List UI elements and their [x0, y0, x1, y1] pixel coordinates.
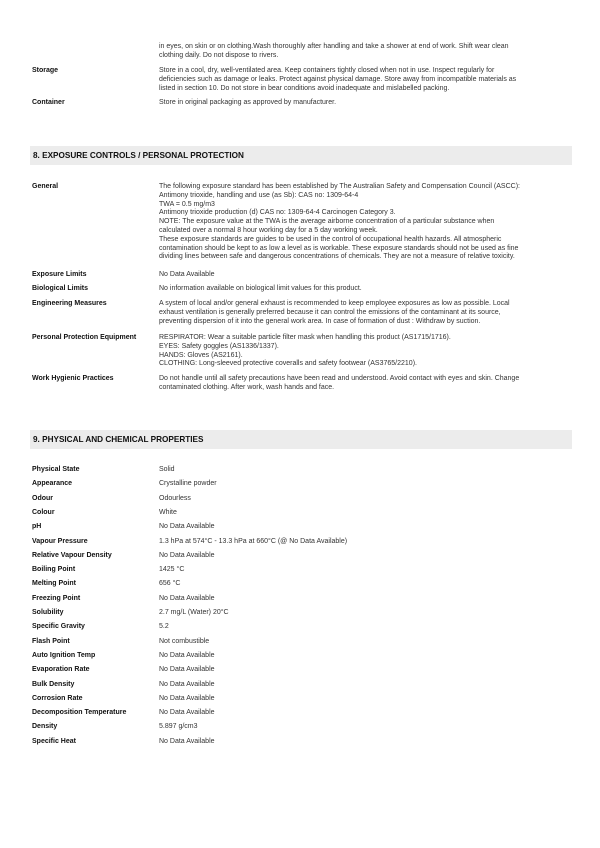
property-value: No Data Available [159, 523, 215, 531]
property-label: Colour [32, 508, 55, 516]
property-label: pH [32, 523, 42, 531]
property-value: 5.2 [159, 623, 169, 631]
property-label: Solubility [32, 609, 64, 616]
text-line: EYES: Safety goggles (AS1336/1337). [159, 342, 279, 350]
text-line: RESPIRATOR: Wear a suitable particle filter mask when handling this product (AS1715/1716). [159, 334, 451, 341]
property-value: Odourless [159, 494, 191, 502]
text-line: TWA = 0.5 mg/m3 [159, 200, 215, 208]
text-line: contamination should be kept to as low a level as is workable. These exposure standards should not be used as fine [159, 244, 519, 252]
text-line: dividing lines between safe and dangerous concentrations of chemicals. They are not a measure of relative toxicity. [159, 253, 515, 261]
property-value: No Data Available [159, 666, 215, 674]
storage-value [159, 67, 572, 93]
property-value: No Data Available [159, 651, 215, 659]
property-value: Solid [159, 466, 175, 473]
text-line: Store in a cool, dry, well-ventilated area. Keep containers tightly closed when not in use. Inspect regularly for [159, 67, 495, 74]
property-value: 2.7 mg/L (Water) 20°C [159, 609, 229, 616]
text-line: CLOTHING: Long-sleeved protective coveralls and safety footwear (AS3765/2210). [159, 360, 417, 368]
biological-limits-label: Biological Limits [32, 285, 89, 292]
text-line: preventing dispersion of it into the general work area. In case of formation of dust : Withdraw by suction. [159, 317, 481, 325]
continuation-text [159, 43, 572, 61]
property-label: Decomposition Temperature [32, 709, 127, 717]
text-line: contaminated clothing. After work, wash hands and face. [159, 383, 335, 391]
text-line: A system of local and/or general exhaust is recommended to keep employee exposures as low as possible. Local [159, 300, 510, 307]
work-hygienic-label: Work Hygienic Practices [32, 375, 114, 382]
text-line: calculated over a normal 8 hour working day for a 5 day working week. [159, 226, 378, 234]
property-label: Physical State [32, 466, 80, 473]
engineering-measures-value [159, 300, 572, 326]
property-label: Density [32, 723, 58, 731]
property-label: Evaporation Rate [32, 666, 90, 674]
property-value: White [159, 508, 177, 516]
text-line: deficiencies such as damage or leaks. Protect against physical damage. Store away from incompatible materials as [159, 75, 517, 83]
text-line: These exposure standards are guides to be used in the control of occupational health hazards. All atmospheric [159, 235, 502, 243]
property-value: 1.3 hPa at 574°C - 13.3 hPa at 660°C (@ No Data Available) [159, 537, 348, 545]
text-line: Do not handle until all safety precautions have been read and understood. Avoid contact with eyes and skin. Change [159, 375, 520, 382]
text-line: Antimony trioxide production (d) CAS no: 1309-64-4 Carcinogen Category 3. [159, 209, 396, 217]
general-label: General [32, 183, 59, 190]
container-value [159, 99, 572, 108]
text-line: HANDS: Gloves (AS2161). [159, 351, 243, 359]
property-label: Auto Ignition Temp [32, 651, 96, 659]
property-label: Odour [32, 494, 53, 502]
ppe-value [159, 334, 572, 369]
text-line: NOTE: The exposure value at the TWA is the average airborne concentration of a particular substance when [159, 218, 495, 226]
property-label: Flash Point [32, 637, 70, 645]
property-value: No Data Available [159, 551, 215, 559]
exposure-limits-label: Exposure Limits [32, 271, 87, 278]
property-label: Bulk Density [32, 680, 75, 688]
property-value: Crystalline powder [159, 480, 217, 488]
text-line: Store in original packaging as approved by manufacturer. [159, 99, 337, 106]
property-label: Vapour Pressure [32, 537, 88, 545]
property-value: No Data Available [159, 694, 215, 702]
section-9-title: 9. PHYSICAL AND CHEMICAL PROPERTIES [33, 435, 204, 444]
property-label: Corrosion Rate [32, 694, 83, 702]
text-line: clothing daily. Do not dispose to rivers. [159, 51, 279, 59]
property-value: No Data Available [159, 680, 215, 688]
property-value: No Data Available [159, 709, 215, 717]
property-value: 1425 °C [159, 566, 185, 574]
property-label: Freezing Point [32, 594, 81, 602]
container-label: Container [32, 99, 65, 106]
section-8-title: 8. EXPOSURE CONTROLS / PERSONAL PROTECTION [33, 151, 244, 160]
property-label: Melting Point [32, 580, 76, 588]
biological-limits-value [159, 285, 572, 294]
text-line: The following exposure standard has been established by The Australian Safety and Compensation Council (ASCC): [159, 183, 520, 190]
text-line: in eyes, on skin or on clothing.Wash thoroughly after handling and take a shower at end of work. Shift wear clean [159, 43, 509, 50]
storage-label: Storage [32, 67, 59, 74]
text-line: listed in section 10. Do not store in bear conditions avoid inadequate and mislabelled packing. [159, 84, 450, 92]
property-value: No Data Available [159, 737, 215, 745]
work-hygienic-value [159, 375, 572, 393]
text-line: Antimony trioxide, handling and use (as Sb): CAS no: 1309-64-4 [159, 191, 359, 199]
property-label: Relative Vapour Density [32, 551, 112, 559]
property-label: Appearance [32, 480, 73, 488]
property-value: 656 °C [159, 580, 181, 588]
property-label: Specific Heat [32, 737, 76, 745]
general-value [159, 183, 572, 262]
text-line: No information available on biological limit values for this product. [159, 285, 362, 292]
engineering-measures-label: Engineering Measures [32, 300, 107, 307]
property-label: Specific Gravity [32, 623, 85, 631]
property-label: Boiling Point [32, 566, 76, 574]
property-value: Not combustible [159, 637, 210, 645]
exposure-limits-value [159, 271, 572, 280]
text-line: exhaust ventilation is generally preferred because it can control the emissions of the contaminant at its source, [159, 308, 501, 316]
section-9-header [30, 430, 572, 449]
property-value: No Data Available [159, 594, 215, 602]
property-value: 5.897 g/cm3 [159, 723, 198, 731]
section-8-header [30, 146, 572, 165]
text-line: No Data Available [159, 271, 215, 278]
ppe-label: Personal Protection Equipment [32, 334, 137, 341]
